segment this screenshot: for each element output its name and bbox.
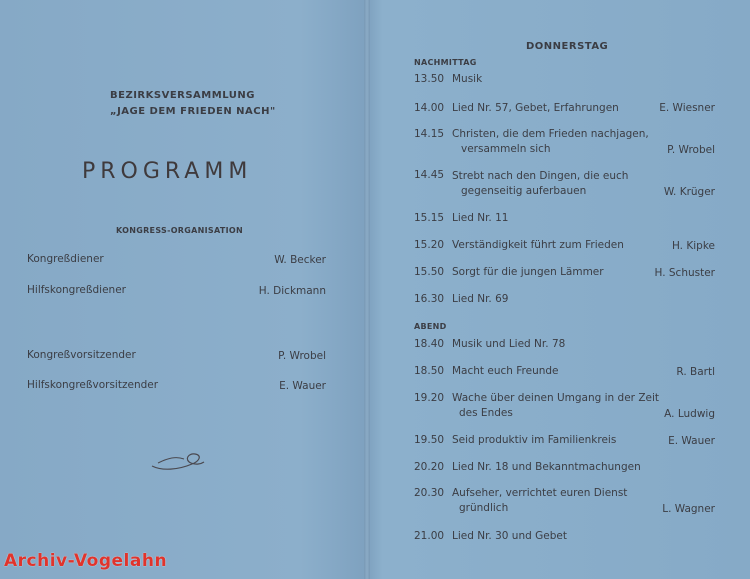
schedule-speaker: H. Kipke bbox=[671, 240, 715, 252]
center-fold bbox=[364, 0, 370, 579]
schedule-topic: Christen, die dem Frieden nachjagen, bbox=[452, 128, 649, 140]
schedule-topic: Verständigkeit führt zum Frieden bbox=[452, 239, 624, 251]
schedule-speaker: E. Wauer bbox=[668, 435, 715, 447]
schedule-topic: Seid produktiv im Familienkreis bbox=[452, 434, 617, 446]
schedule-topic: Aufseher, verrichtet euren Dienst bbox=[452, 487, 628, 499]
schedule-topic: Musik und Lied Nr. 78 bbox=[452, 338, 566, 350]
schedule-time: 20.20 bbox=[414, 461, 445, 473]
schedule-time: 14.15 bbox=[414, 128, 445, 140]
schedule-time: 19.20 bbox=[414, 392, 445, 404]
schedule-time: 16.30 bbox=[414, 293, 445, 305]
role-name: P. Wrobel bbox=[278, 350, 326, 362]
schedule-time: 15.15 bbox=[414, 212, 445, 224]
schedule-topic: Lied Nr. 18 und Bekanntmachungen bbox=[452, 461, 641, 473]
role-label: Hilfskongreßvorsitzender bbox=[27, 379, 159, 391]
schedule-topic-cont: gegenseitig auferbauen bbox=[461, 185, 587, 197]
schedule-time: 19.50 bbox=[414, 434, 445, 446]
role-label: Hilfskongreßdiener bbox=[27, 284, 126, 296]
archive-watermark: Archiv-Vogelahn bbox=[4, 551, 168, 571]
role-name: E. Wauer bbox=[279, 380, 326, 392]
schedule-topic: Lied Nr. 69 bbox=[452, 293, 509, 305]
schedule-topic-cont: gründlich bbox=[459, 502, 509, 514]
schedule-speaker: H. Schuster bbox=[654, 267, 715, 279]
schedule-speaker: E. Wiesner bbox=[659, 102, 715, 114]
organisation-heading: KONGRESS-ORGANISATION bbox=[116, 226, 243, 235]
schedule-speaker: R. Bartl bbox=[676, 366, 715, 378]
schedule-time: 15.50 bbox=[414, 266, 445, 278]
schedule-speaker: L. Wagner bbox=[662, 503, 715, 515]
role-name: W. Becker bbox=[274, 254, 326, 266]
schedule-topic: Wache über deinen Umgang in der Zeit bbox=[452, 392, 660, 404]
schedule-topic-cont: versammeln sich bbox=[461, 143, 551, 155]
schedule-speaker: P. Wrobel bbox=[667, 144, 715, 156]
ornament-flourish-icon bbox=[148, 446, 206, 474]
schedule-time: 13.50 bbox=[414, 73, 445, 85]
schedule-time: 18.50 bbox=[414, 365, 445, 377]
schedule-topic-cont: des Endes bbox=[459, 407, 513, 419]
schedule-topic: Musik bbox=[452, 73, 483, 85]
role-label: Kongreßvorsitzender bbox=[27, 349, 136, 361]
schedule-time: 14.45 bbox=[414, 169, 445, 181]
schedule-time: 20.30 bbox=[414, 487, 445, 499]
schedule-topic: Sorgt für die jungen Lämmer bbox=[452, 266, 604, 278]
event-heading: BEZIRKSVERSAMMLUNG bbox=[110, 90, 255, 101]
schedule-speaker: W. Krüger bbox=[663, 186, 715, 198]
schedule-time: 15.20 bbox=[414, 239, 445, 251]
schedule-topic: Lied Nr. 11 bbox=[452, 212, 509, 224]
evening-heading: ABEND bbox=[414, 322, 447, 331]
role-label: Kongreßdiener bbox=[27, 253, 104, 265]
schedule-topic: Lied Nr. 30 und Gebet bbox=[452, 530, 567, 542]
schedule-time: 18.40 bbox=[414, 338, 445, 350]
role-name: H. Dickmann bbox=[258, 285, 326, 297]
schedule-topic: Macht euch Freunde bbox=[452, 365, 559, 377]
day-heading: DONNERSTAG bbox=[526, 41, 609, 52]
afternoon-heading: NACHMITTAG bbox=[414, 58, 477, 67]
schedule-topic: Strebt nach den Dingen, die euch bbox=[452, 170, 629, 182]
schedule-time: 21.00 bbox=[414, 530, 445, 542]
event-motto: „JAGE DEM FRIEDEN NACH" bbox=[110, 106, 276, 117]
schedule-time: 14.00 bbox=[414, 102, 445, 114]
program-title: PROGRAMM bbox=[82, 159, 253, 184]
schedule-topic: Lied Nr. 57, Gebet, Erfahrungen bbox=[452, 102, 619, 114]
schedule-speaker: A. Ludwig bbox=[664, 408, 715, 420]
